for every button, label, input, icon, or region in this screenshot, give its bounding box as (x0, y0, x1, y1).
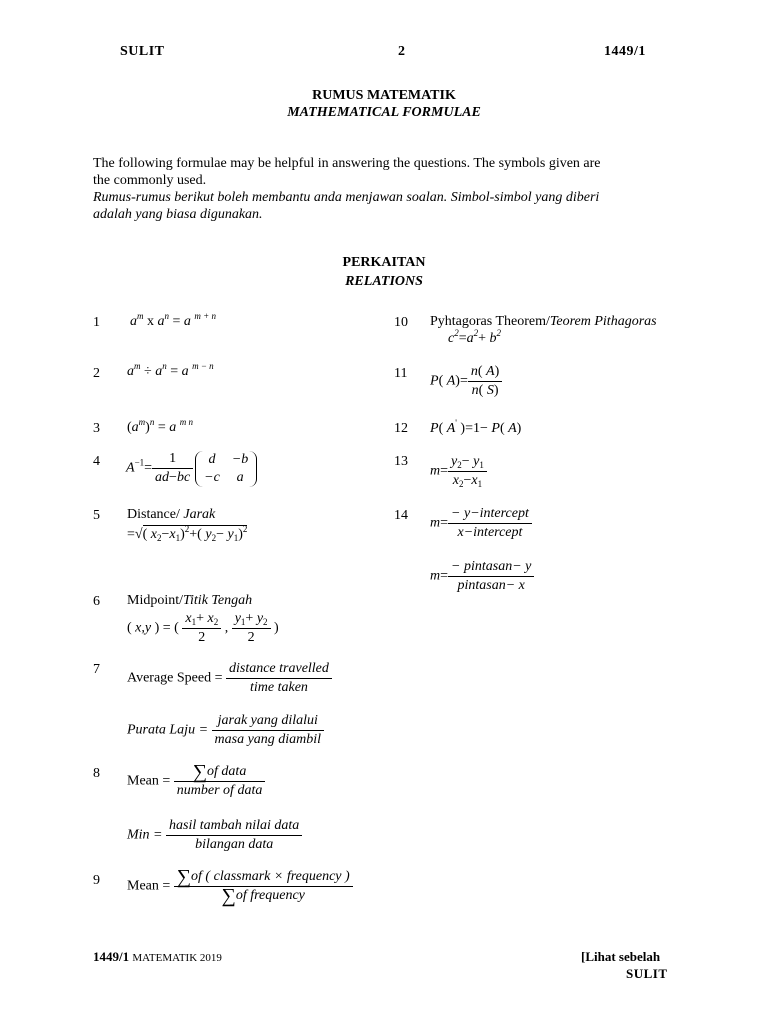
formula-mean-grouped (127, 868, 353, 905)
jarak-dilalui: jarak yang dilalui (217, 713, 318, 728)
pythagoras-label-en: Pyhtagoras Theorem/ (430, 314, 550, 329)
pintasan-x: pintasan− x (448, 576, 534, 595)
min-label: Min = (127, 827, 163, 843)
y-intercept: − y−intercept (451, 506, 529, 521)
sigma-icon: ∑ (221, 885, 236, 907)
formula-gradient: m= $\frac{y_2- y_1}{x_2-x_1}$ (430, 453, 487, 490)
item-number: 8 (93, 766, 100, 781)
time-taken: time taken (226, 678, 332, 697)
footer-subject: MATEMATIK 2019 (132, 952, 222, 964)
purata-laju-label: Purata Laju = (127, 722, 209, 738)
pintasan-y: − pintasan− y (451, 559, 532, 574)
formula-midpoint-label (127, 593, 252, 609)
bilangan-data: bilangan data (166, 835, 302, 854)
formula-pythagoras-label (430, 314, 657, 330)
of-classmark-frequency: of ( classmark × frequency ) (191, 869, 350, 884)
item-number: 2 (93, 366, 100, 381)
intro-en-line2: the commonly used. (93, 173, 207, 188)
formula-index-divide: $a^m \div a^n = a$ $^{m - n}$ (127, 361, 214, 379)
sigma-icon: ∑ (176, 866, 192, 888)
title-sub: MATHEMATICAL FORMULAE (287, 105, 481, 120)
formula-matrix-inverse: $A^{-1}=$ $\frac{1}{ad-bc}$ d −b −c a (126, 450, 257, 487)
midpoint-label-en: Midpoint/ (127, 593, 184, 608)
item-number: 10 (394, 315, 408, 330)
intro-en-line1: The following formulae may be helpful in answering the questions. The symbols given are (93, 156, 601, 171)
formula-index-power: $(a^m)^n = a$ $^{m n}$ (127, 417, 193, 435)
of-frequency: of frequency (235, 888, 305, 903)
formula-complement: P( A' )=1− P( A) (430, 418, 522, 436)
formula-gradient-intercept: m= $\frac{\text{− y−intercept}}{\text{x−intercept}}$ (430, 505, 532, 542)
formula-min (127, 817, 302, 854)
average-speed-label: Average Speed = (127, 670, 223, 686)
formula-average-speed (127, 660, 332, 697)
distance-travelled: distance travelled (228, 661, 329, 676)
of-data: of data (207, 764, 247, 779)
title-main: RUMUS MATEMATIK (312, 88, 456, 103)
hasil-tambah: hasil tambah nilai data (169, 818, 300, 833)
formula-midpoint: ( x,y ) = ( $\frac{x_1+ x_2}{2}$ , $\frac{y_1+ y_2}{2}$ ) (127, 611, 279, 645)
footer-sulit: SULIT (626, 966, 668, 981)
masa-diambil: masa yang diambil (212, 730, 325, 749)
item-number: 6 (93, 594, 100, 609)
item-number: 13 (394, 454, 408, 469)
distance-label-ms: Jarak (183, 507, 216, 522)
item-number: 14 (394, 508, 408, 523)
item-number: 9 (93, 873, 100, 888)
section-subtitle: RELATIONS (345, 274, 423, 289)
sigma-icon: ∑ (192, 761, 208, 783)
formula-distance: =√( $x_2-x_1)^2+$( $y_2- y_1)^2$ (127, 524, 248, 543)
mean-grouped-label: Mean = (127, 878, 171, 894)
item-number: 5 (93, 508, 100, 523)
pythagoras-label-ms: Teorem Pithagoras (549, 314, 657, 329)
formula-index-multiply: $a^m$ x $a^n = a$ $^{m + n}$ (130, 311, 216, 329)
formula-mean (127, 763, 265, 800)
section-title: PERKAITAN (342, 255, 426, 270)
header-sulit: SULIT (120, 44, 165, 59)
formula-distance-label (127, 507, 215, 523)
formula-gradient-pintasan: m= $\frac{\text{− pintasan− y}}{\text{pintasan− x}}$ (430, 558, 534, 595)
item-number: 12 (394, 421, 408, 436)
x-intercept: x−intercept (448, 523, 532, 542)
paper-code: 1449/1 (604, 44, 646, 59)
footer-left (93, 949, 222, 965)
item-number: 4 (93, 454, 100, 469)
intro-ms-line1: Rumus-rumus berikut boleh membantu anda menjawan soalan. Simbol-simbol yang diberi (93, 190, 600, 205)
footer-lihat-sebelah: [Lihat sebelah (581, 949, 661, 964)
page-number: 2 (398, 44, 406, 59)
item-number: 7 (93, 662, 100, 677)
intro-ms-line2: adalah yang biasa digunakan. (93, 207, 263, 222)
mean-label: Mean = (127, 773, 171, 789)
footer-code: 1449/1 (93, 949, 130, 964)
midpoint-label-ms: Titik Tengah (183, 593, 253, 608)
formula-pythagoras: $c^2=a^2+ b^2$ (448, 328, 502, 346)
item-number: 11 (394, 366, 408, 381)
formula-purata-laju (127, 712, 324, 749)
item-number: 3 (93, 421, 100, 436)
formula-probability: P( A)= $\frac{n( A)}{n( S)}$ (430, 363, 502, 400)
number-of-data: number of data (174, 781, 266, 800)
item-number: 1 (93, 315, 100, 330)
distance-label-en: Distance/ (127, 507, 180, 522)
